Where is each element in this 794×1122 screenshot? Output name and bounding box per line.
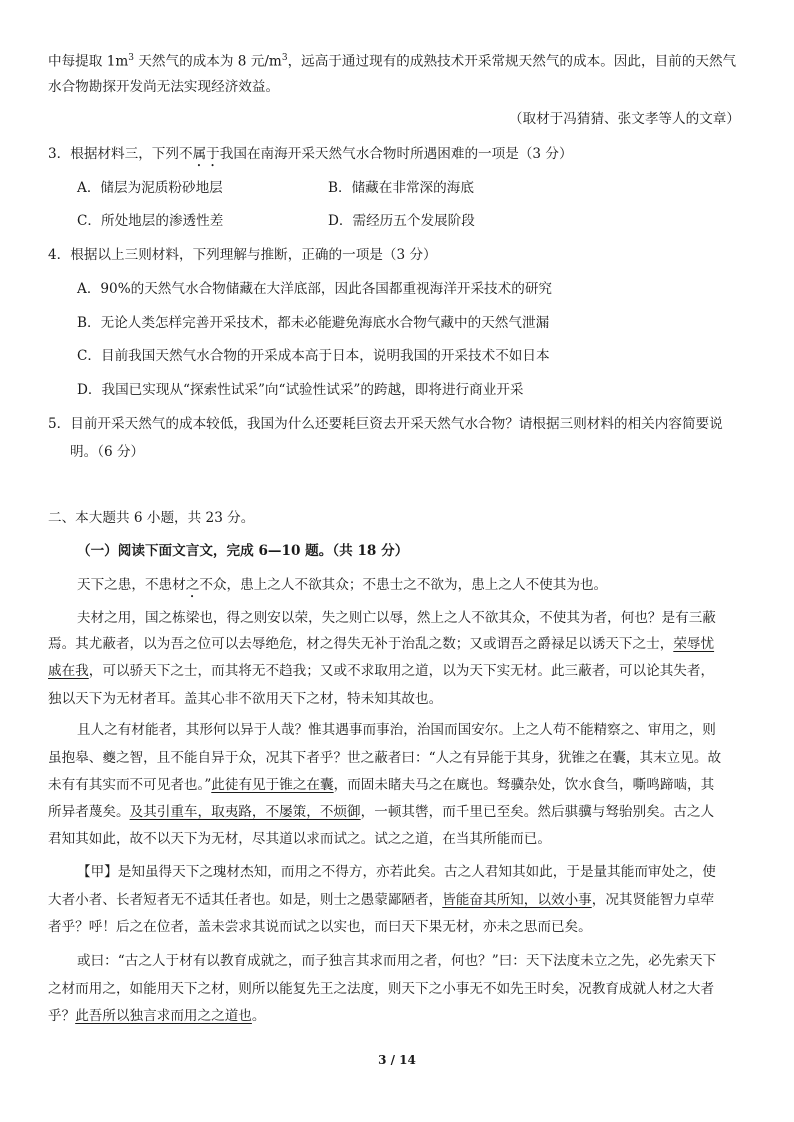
classical-paragraph-4: 【甲】是知虽得天下之瑰材杰知，而用之不得方，亦若此矣。古之人君知其如此，于是量其能而审处之，使 bbox=[77, 864, 716, 880]
q4-option-a: A．90%的天然气水合物储藏在大洋底部，因此各国都重视海洋开采技术的研究 bbox=[77, 281, 553, 297]
classical-line: 君知其如此，故不以天下为无材，尽其道以求而试之。试之之道，在当其所能而已。 bbox=[48, 831, 551, 847]
classical-paragraph-2: 夫材之用，国之栋梁也，得之则安以荣，失之则亡以辱，然上之人不欲其众，不使其为者，何也？是有三蔽 bbox=[77, 610, 716, 626]
q3-option-b: B．储藏在非常深的海底 bbox=[328, 180, 474, 196]
classical-paragraph-5: 或曰：“古之人于材有以教育成就之，而子独言其求而用之者，何也？”曰：天下法度未立之先，必先索天下 bbox=[77, 953, 717, 969]
question-3-stem: 3．根据材料三，下列不属于我国在南海开采天然气水合物时所遇困难的一项是（3 分） bbox=[48, 146, 573, 162]
classical-line: 乎？此吾所以独言求而用之之道也。 bbox=[48, 1008, 266, 1024]
classical-line: 者乎？呼！后之在位者，盖未尝求其说而试之以实也，而曰天下果无材，亦未之思而已矣。 bbox=[48, 919, 592, 935]
passage-line: 水合物勘探开发尚无法实现经济效益。 bbox=[48, 79, 280, 95]
q3-option-a: A．储层为泥质粉砂地层 bbox=[77, 180, 223, 196]
classical-line: 之材而用之，如能用天下之材，则所以能复先王之法度，则天下之小事无不如先王时矣，况教育成就人材之大者 bbox=[48, 981, 715, 997]
question-4-stem: 4．根据以上三则材料，下列理解与推断，正确的一项是（3 分） bbox=[48, 247, 437, 263]
classical-line: 独以天下为无材者耳。盖其心非不欲用天下之材，特未知其故也。 bbox=[48, 691, 443, 707]
q4-option-b: B．无论人类怎样完善开采技术，都未必能避免海底水合物气藏中的天然气泄漏 bbox=[77, 315, 550, 331]
section-heading: 二、本大题共 6 小题，共 23 分。 bbox=[48, 510, 255, 526]
classical-paragraph-1: 天下之患，不患材之不众，患上之人不欲其众；不患士之不欲为，患上之人不使其为也。 bbox=[77, 577, 608, 593]
q4-option-d: D．我国已实现从“探索性试采”向“试验性试采”的跨越，即将进行商业开采 bbox=[77, 382, 524, 398]
source-citation: （取材于冯猜猜、张文孝等人的文章） bbox=[508, 111, 740, 127]
section-subheading: （一）阅读下面文言文，完成 6—10 题。（共 18 分） bbox=[77, 543, 409, 559]
q4-option-c: C．目前我国天然气水合物的开采成本高于日本，说明我国的开采技术不如日本 bbox=[77, 348, 550, 364]
question-5-stem: 5．目前开采天然气的成本较低，我国为什么还要耗巨资去开采天然气水合物？请根据三则材料的相关内容简要说 bbox=[48, 416, 723, 432]
classical-line: 大者小者、长者短者无不适其任者也。如是，则士之愚蒙鄙陋者，皆能奋其所知，以效小事，况其贤能智力卓荦 bbox=[48, 892, 715, 908]
passage-line: 中每提取 $1m^3$ 天然气的成本为 8 元$/m^3$，远高于通过现有的成熟技术开采常规天然气的成本。因此，目前的天然气 bbox=[48, 53, 737, 70]
classical-line: 焉。其尤蔽者，以为吾之位可以去辱绝危，材之得失无补于治乱之数；又或谓吾之爵禄足以诱天下之士，荣辱忧 bbox=[48, 636, 715, 652]
classical-paragraph-3: 且人之有材能者，其形何以异于人哉？惟其遇事而事治，治国而国安尔。上之人苟不能精察之、审用之，则 bbox=[77, 722, 716, 738]
q3-option-d: D．需经历五个发展阶段 bbox=[328, 213, 475, 229]
classical-line: 戚在我，可以骄天下之士，而其将无不趋我；又或不求取用之道，以为天下实无材。此三蔽者，可以论其失者， bbox=[48, 663, 715, 679]
q3-option-c: C．所处地层的渗透性差 bbox=[77, 213, 224, 229]
classical-line: 虽抱皋、夔之智，且不能自异于众，况其下者乎？世之蔽者曰：“人之有异能于其身，犹锥之在囊，其末立见。故 bbox=[48, 750, 722, 766]
question-5-stem-cont: 明。（6 分） bbox=[70, 444, 145, 460]
classical-line: 所异者蔑矣。及其引重车，取夷路，不屡策，不烦御，一顿其辔，而千里已至矣。然后骐骥与驽骀别矣。古之人 bbox=[48, 804, 715, 820]
classical-line: 未有有其实而不可见者也。”此徒有见于锥之在囊，而固未睹夫马之在廐也。驽骥杂处，饮水食刍，嘶鸣蹄啮，其 bbox=[48, 777, 715, 793]
page-number: 3 / 14 bbox=[378, 1053, 416, 1067]
